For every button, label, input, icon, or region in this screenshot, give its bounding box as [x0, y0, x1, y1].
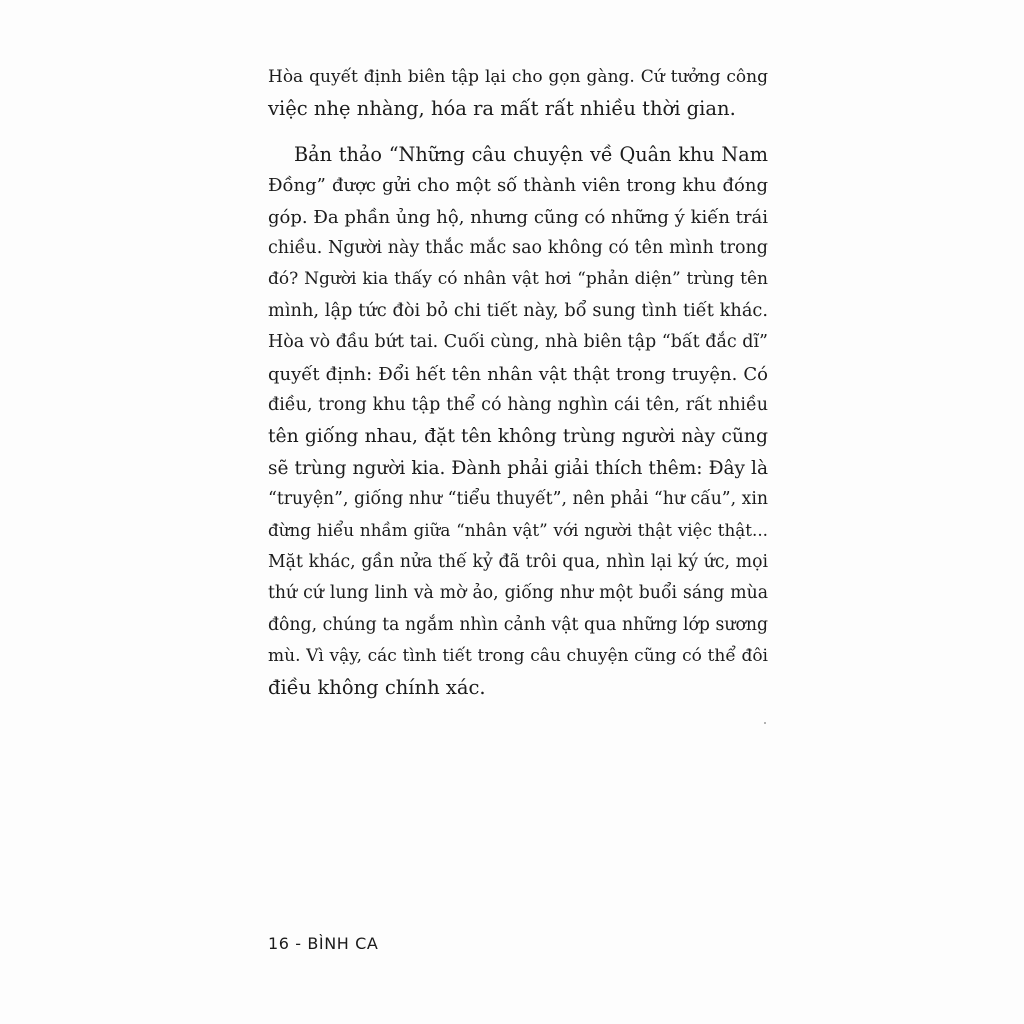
text-line: việc nhẹ nhàng, hóa ra mất rất nhiều thời gian. — [268, 97, 736, 121]
footer-separator: - — [295, 934, 302, 953]
text-line: Hòa quyết định biên tập lại cho gọn gàng. Cứ tưởng công — [268, 67, 768, 87]
text-line: đừng hiểu nhầm giữa “nhân vật” với người thật việc thật... — [268, 520, 768, 541]
page-footer — [268, 934, 378, 953]
text-line: thứ cứ lung linh và mờ ảo, giống như một buổi sáng mùa — [268, 583, 768, 604]
paragraph-2 — [268, 139, 768, 704]
paragraph-1 — [268, 62, 768, 125]
body-text — [268, 62, 768, 704]
text-line: mình, lập tức đòi bỏ chi tiết này, bổ sung tình tiết khác. — [268, 300, 768, 321]
text-line: điều, trong khu tập thể có hàng nghìn cái tên, rất nhiều — [268, 394, 768, 415]
print-speck — [764, 722, 766, 724]
text-line: đông, chúng ta ngắm nhìn cảnh vật qua những lớp sương — [268, 614, 768, 635]
text-line: đó? Người kia thấy có nhân vật hơi “phản diện” trùng tên — [268, 269, 768, 290]
text-line: Hòa vò đầu bứt tai. Cuối cùng, nhà biên tập “bất đắc dĩ” — [268, 332, 768, 353]
text-line: tên giống nhau, đặt tên không trùng người này cũng — [268, 426, 768, 448]
text-line: mù. Vì vậy, các tình tiết trong câu chuyện cũng có thể đôi — [268, 646, 768, 667]
running-title: BÌNH CA — [307, 934, 379, 953]
text-line: quyết định: Đổi hết tên nhân vật thật trong truyện. Có — [268, 363, 768, 385]
text-line: Bản thảo “Những câu chuyện về Quân khu Nam — [294, 142, 768, 166]
text-line: chiều. Người này thắc mắc sao không có tên mình trong — [268, 237, 768, 258]
text-line: sẽ trùng người kia. Đành phải giải thích thêm: Đây là — [268, 457, 768, 479]
page-number: 16 — [268, 934, 290, 953]
text-line: “truyện”, giống như “tiểu thuyết”, nên phải “hư cấu”, xin — [268, 489, 768, 510]
text-line: Mặt khác, gần nửa thế kỷ đã trôi qua, nhìn lại ký ức, mọi — [268, 551, 768, 572]
text-line: điều không chính xác. — [268, 676, 486, 700]
text-line: Đồng” được gửi cho một số thành viên trong khu đóng — [268, 175, 768, 197]
text-line: góp. Đa phần ủng hộ, nhưng cũng có những ý kiến trái — [268, 206, 768, 228]
paragraph-gap — [268, 125, 768, 139]
